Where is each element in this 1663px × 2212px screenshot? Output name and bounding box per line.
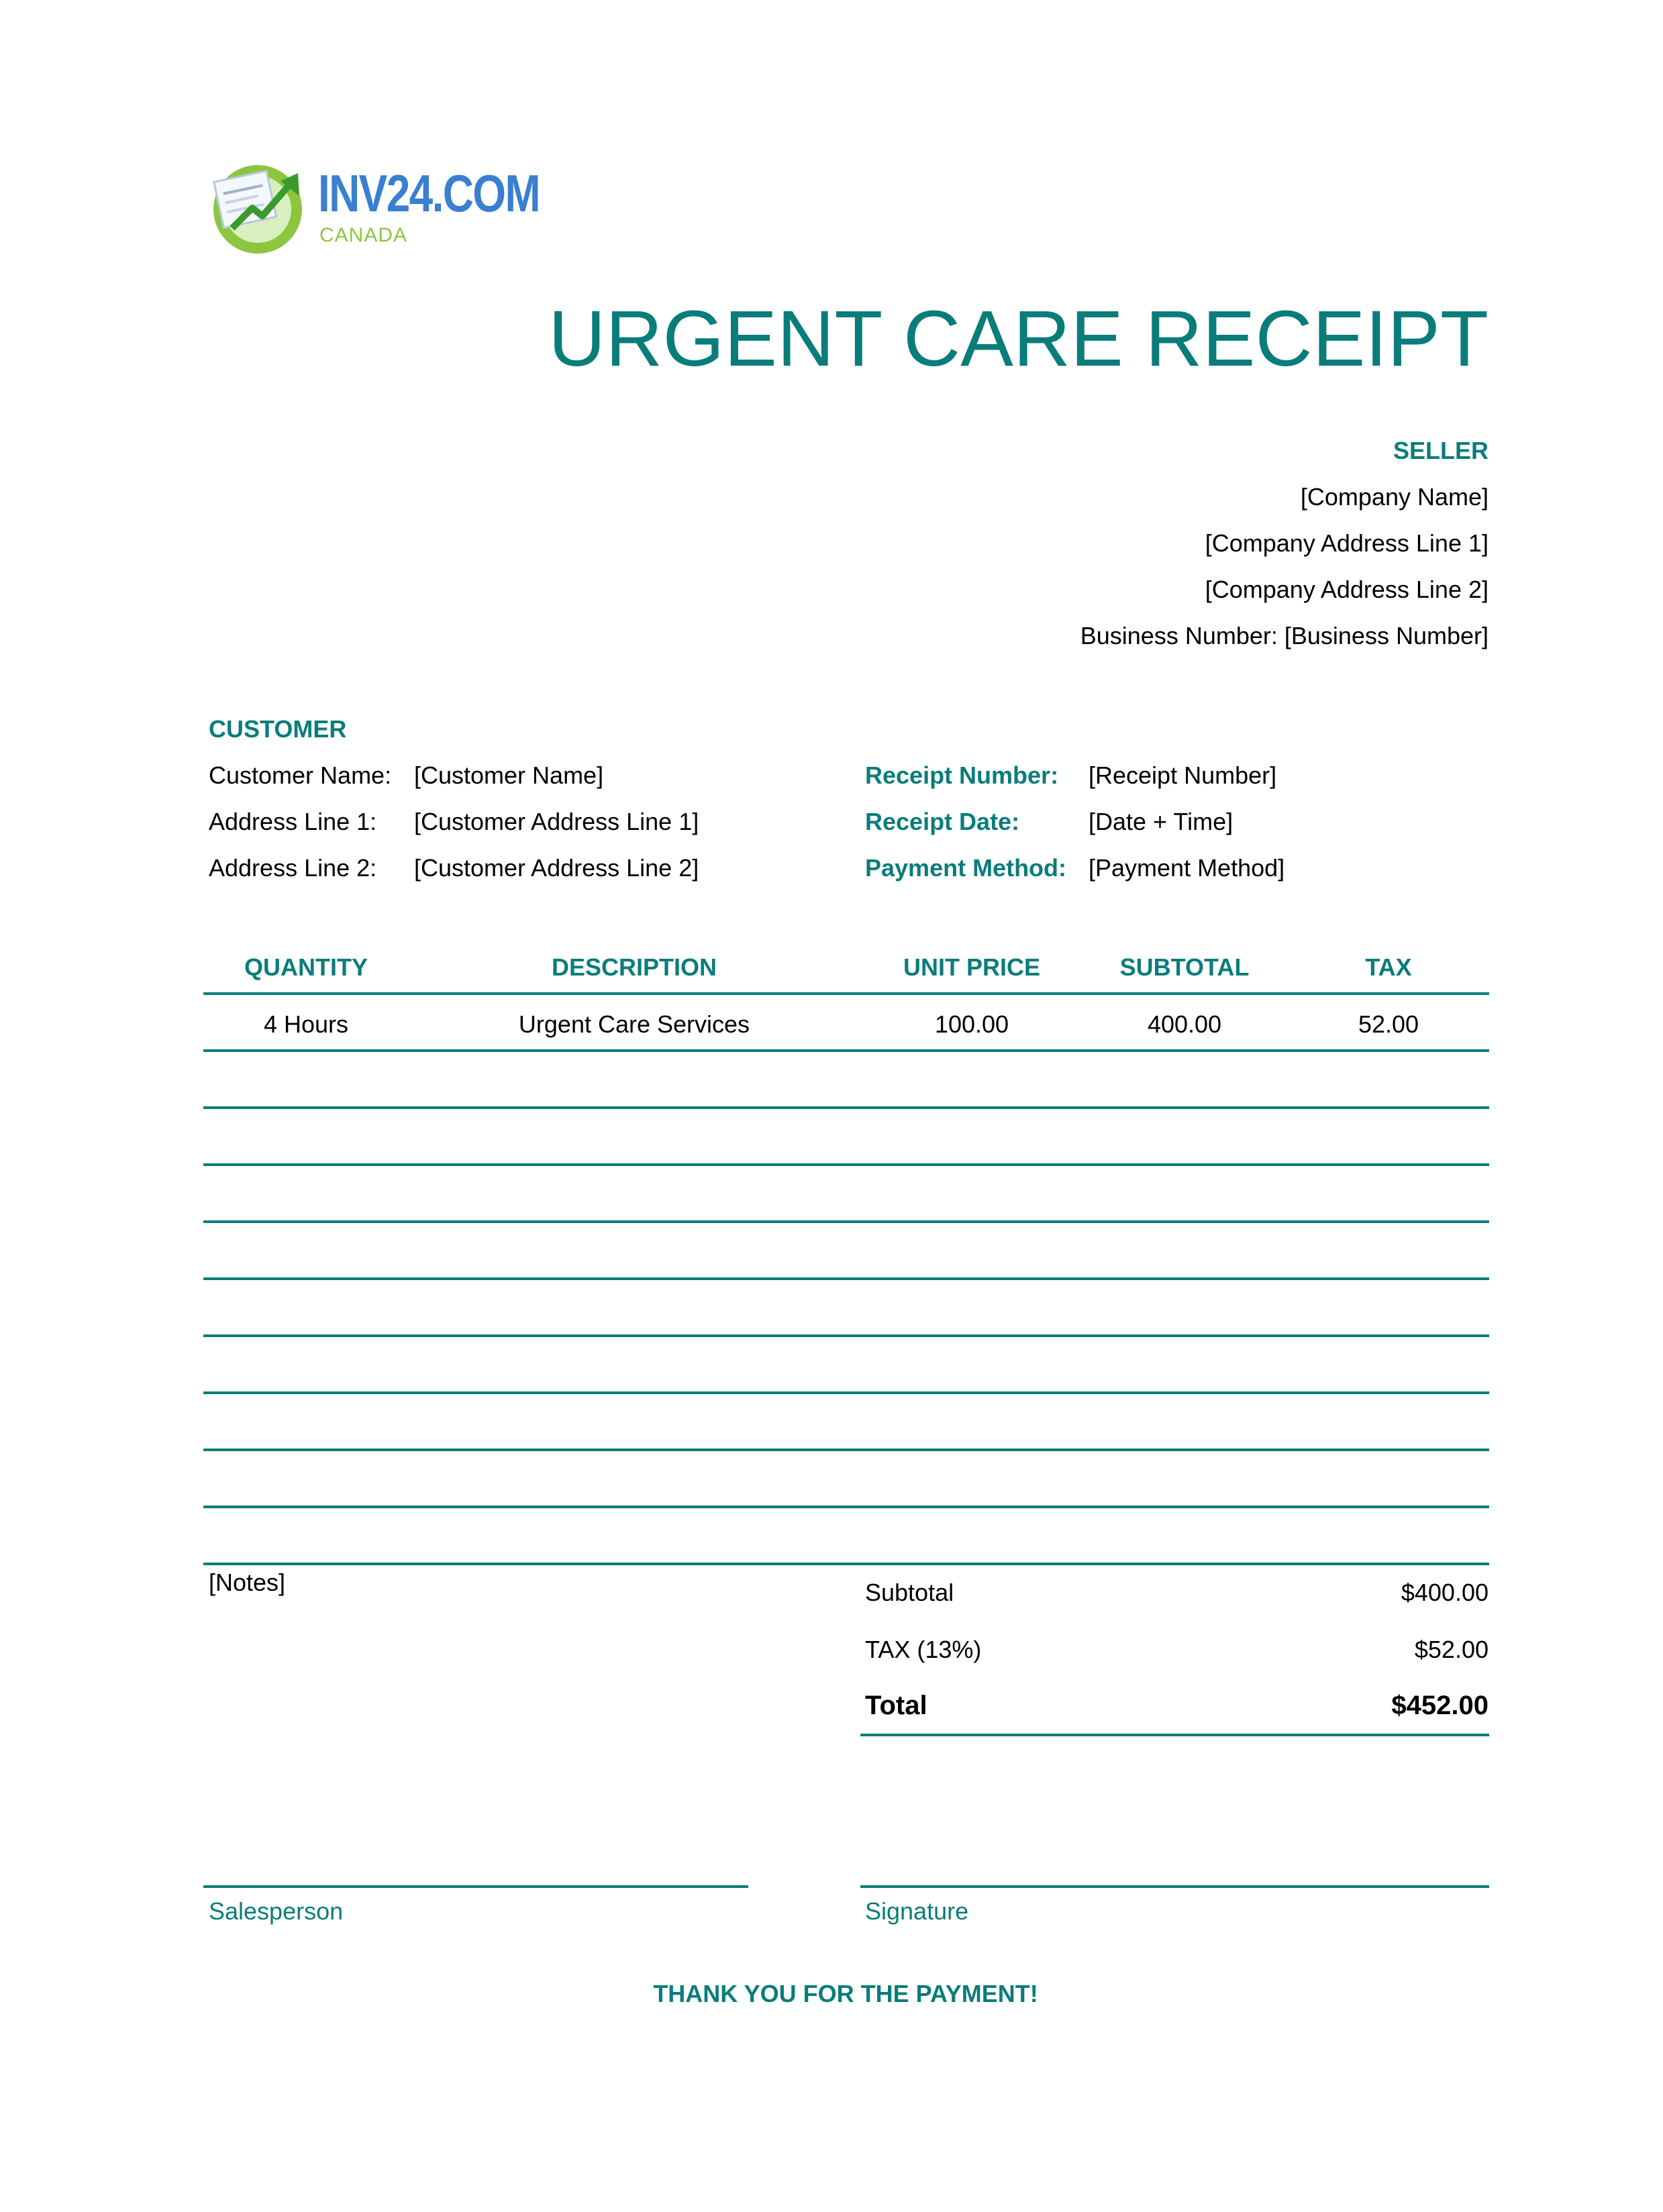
row-quantity: 4 Hours — [263, 1010, 349, 1038]
customer-heading: CUSTOMER — [209, 715, 347, 743]
payment-method-label: Payment Method: — [865, 854, 1067, 882]
seller-business-number: Business Number: [Business Number] — [1080, 622, 1489, 649]
receipt-number-value: [Receipt Number] — [1089, 761, 1277, 789]
column-header-unit-price: UNIT PRICE — [903, 953, 1040, 981]
tax-value: $52.00 — [1414, 1636, 1489, 1663]
tax-label: TAX (13%) — [865, 1636, 982, 1663]
column-header-description: DESCRIPTION — [551, 953, 717, 981]
total-label: Total — [865, 1691, 927, 1720]
row-unit-price: 100.00 — [934, 1010, 1009, 1038]
row-tax: 52.00 — [1358, 1010, 1419, 1038]
seller-address-line-1: [Company Address Line 1] — [1205, 529, 1489, 557]
column-header-quantity: QUANTITY — [244, 953, 368, 981]
table-row-rule — [203, 1449, 1489, 1451]
customer-name-value: [Customer Name] — [414, 761, 604, 789]
subtotal-value: $400.00 — [1401, 1579, 1489, 1606]
seller-address-line-2: [Company Address Line 2] — [1205, 576, 1489, 603]
customer-address-1-label: Address Line 1: — [209, 808, 377, 835]
table-row-rule — [203, 1106, 1489, 1109]
customer-address-2-value: [Customer Address Line 2] — [414, 854, 699, 882]
signature-line — [860, 1885, 1489, 1888]
customer-address-2-label: Address Line 2: — [209, 854, 377, 882]
table-row-rule — [203, 1277, 1489, 1280]
document-title: URGENT CARE RECEIPT — [548, 295, 1489, 383]
table-header-rule — [203, 992, 1489, 995]
receipt-date-value: [Date + Time] — [1089, 808, 1233, 835]
table-row-rule — [203, 1220, 1489, 1223]
row-description: Urgent Care Services — [518, 1010, 750, 1038]
payment-method-value: [Payment Method] — [1089, 854, 1285, 882]
row-subtotal: 400.00 — [1147, 1010, 1222, 1038]
logo-wordmark: INV24.COM — [318, 164, 540, 223]
table-row-rule — [203, 1049, 1489, 1052]
receipt-number-label: Receipt Number: — [865, 761, 1059, 789]
table-row-rule — [203, 1391, 1489, 1394]
customer-address-1-value: [Customer Address Line 1] — [414, 808, 699, 835]
seller-heading: SELLER — [1393, 437, 1489, 464]
total-value: $452.00 — [1391, 1691, 1489, 1720]
thank-you-message: THANK YOU FOR THE PAYMENT! — [653, 1980, 1038, 2007]
customer-name-label: Customer Name: — [209, 761, 392, 789]
invoice-chart-arrow-icon — [205, 154, 313, 255]
receipt-date-label: Receipt Date: — [865, 808, 1020, 835]
table-row-rule — [203, 1334, 1489, 1337]
table-bottom-rule — [203, 1563, 1489, 1565]
table-row-rule — [203, 1163, 1489, 1166]
column-header-tax: TAX — [1365, 953, 1412, 981]
totals-rule — [860, 1734, 1489, 1736]
table-row-rule — [203, 1506, 1489, 1508]
seller-company-name: [Company Name] — [1300, 483, 1489, 511]
logo-region: CANADA — [319, 224, 408, 246]
salesperson-line — [203, 1885, 748, 1888]
signature-label: Signature — [865, 1897, 969, 1925]
salesperson-label: Salesperson — [209, 1897, 344, 1925]
notes: [Notes] — [209, 1569, 286, 1596]
subtotal-label: Subtotal — [865, 1579, 954, 1606]
column-header-subtotal: SUBTOTAL — [1119, 953, 1250, 981]
